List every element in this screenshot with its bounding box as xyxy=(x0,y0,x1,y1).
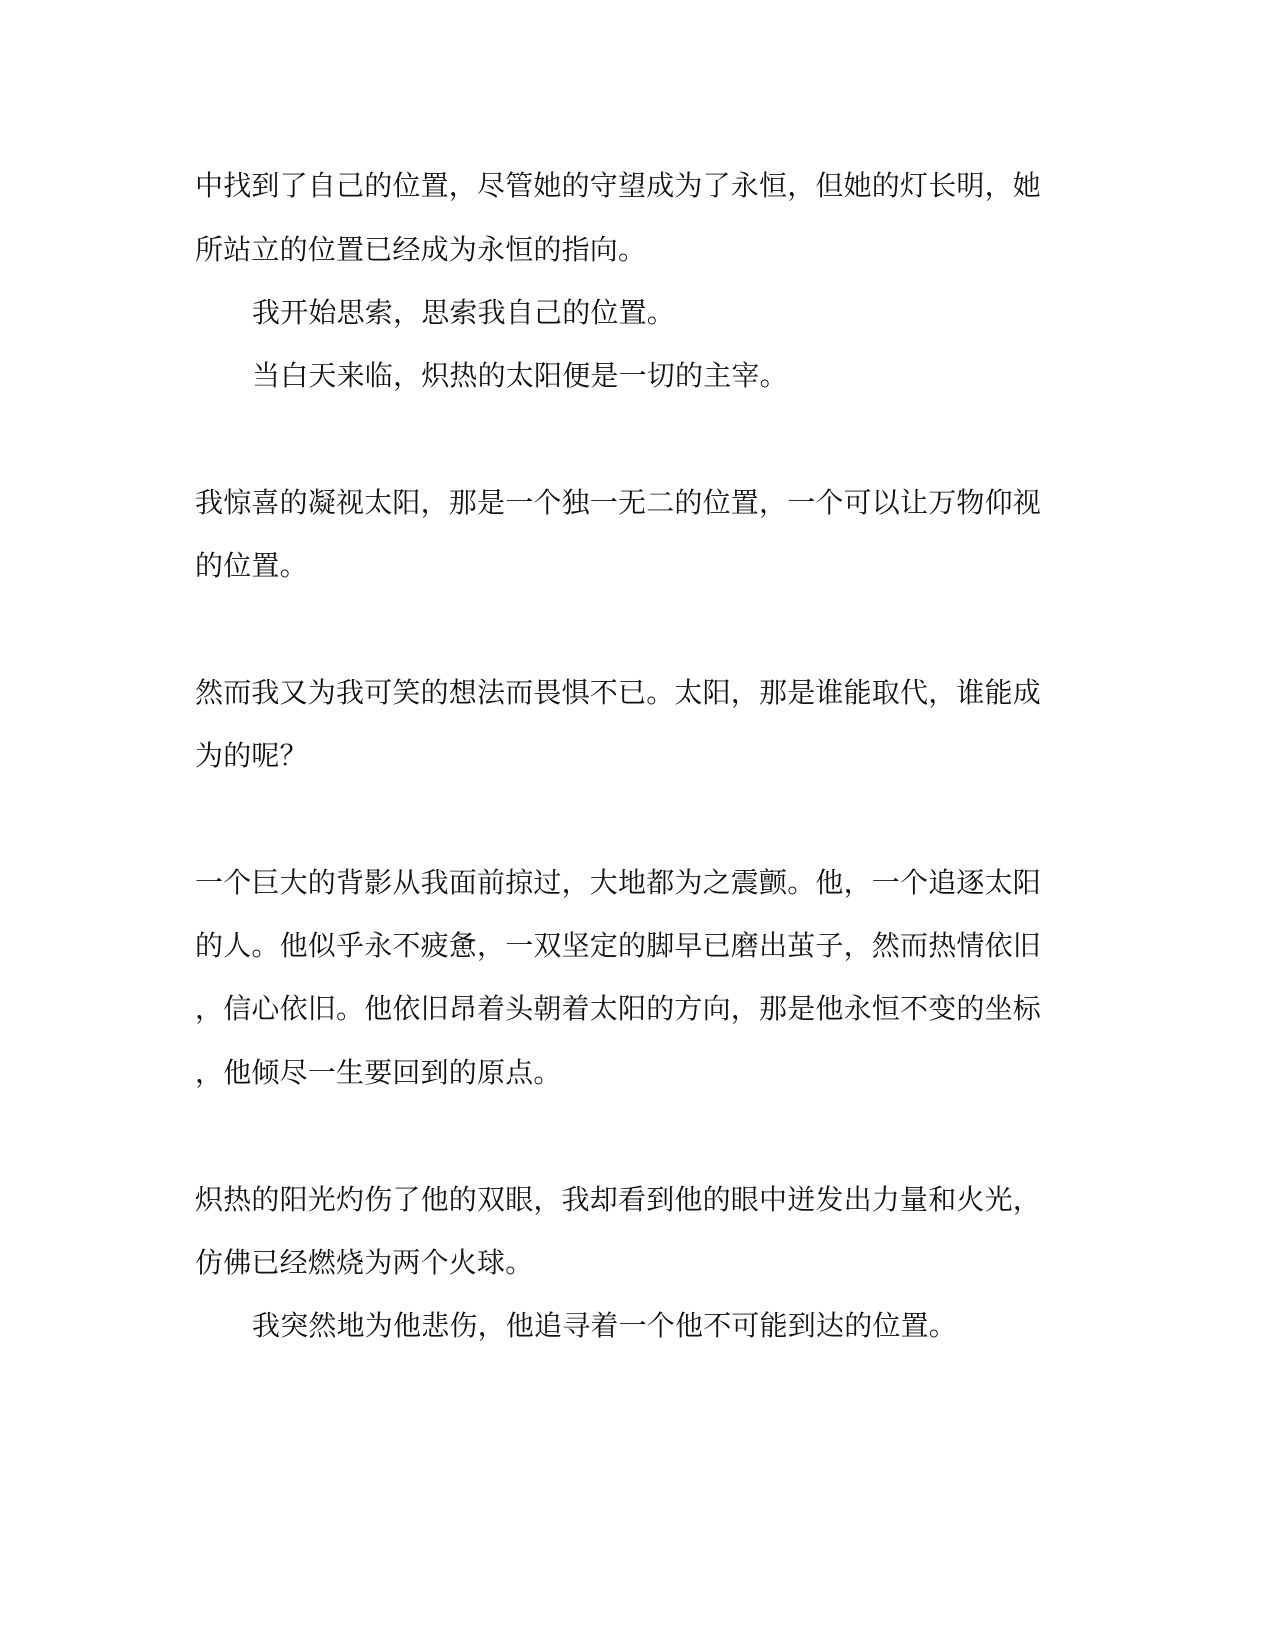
text-line: 我突然地为他悲伤，他追寻着一个他不可能到达的位置。 xyxy=(252,1309,958,1342)
text-line: 的人。他似乎永不疲惫，一双坚定的脚早已磨出茧子，然而热情依旧 xyxy=(195,929,1042,962)
text-line: 中找到了自己的位置，尽管她的守望成为了永恒，但她的灯长明，她 xyxy=(195,169,1042,202)
text-line: 仿佛已经燃烧为两个火球。 xyxy=(195,1246,534,1279)
text-line: 为的呢？ xyxy=(195,739,308,772)
text-line: 一个巨大的背影从我面前掠过，大地都为之震颤。他，一个追逐太阳 xyxy=(195,866,1042,899)
text-line: 所站立的位置已经成为永恒的指向。 xyxy=(195,233,647,266)
text-line: 的位置。 xyxy=(195,549,308,582)
text-line: ，他倾尽一生要回到的原点。 xyxy=(195,1056,562,1089)
text-line: 炽热的阳光灼伤了他的双眼，我却看到他的眼中迸发出力量和火光， xyxy=(195,1183,1042,1216)
text-line: 我惊喜的凝视太阳，那是一个独一无二的位置，一个可以让万物仰视 xyxy=(195,486,1042,519)
text-line: 我开始思索，思索我自己的位置。 xyxy=(252,296,676,329)
text-line: ，信心依旧。他依旧昂着头朝着太阳的方向，那是他永恒不变的坐标 xyxy=(195,992,1042,1025)
text-line: 然而我又为我可笑的想法而畏惧不已。太阳，那是谁能取代，谁能成 xyxy=(195,676,1042,709)
text-line: 当白天来临，炽热的太阳便是一切的主宰。 xyxy=(252,359,788,392)
